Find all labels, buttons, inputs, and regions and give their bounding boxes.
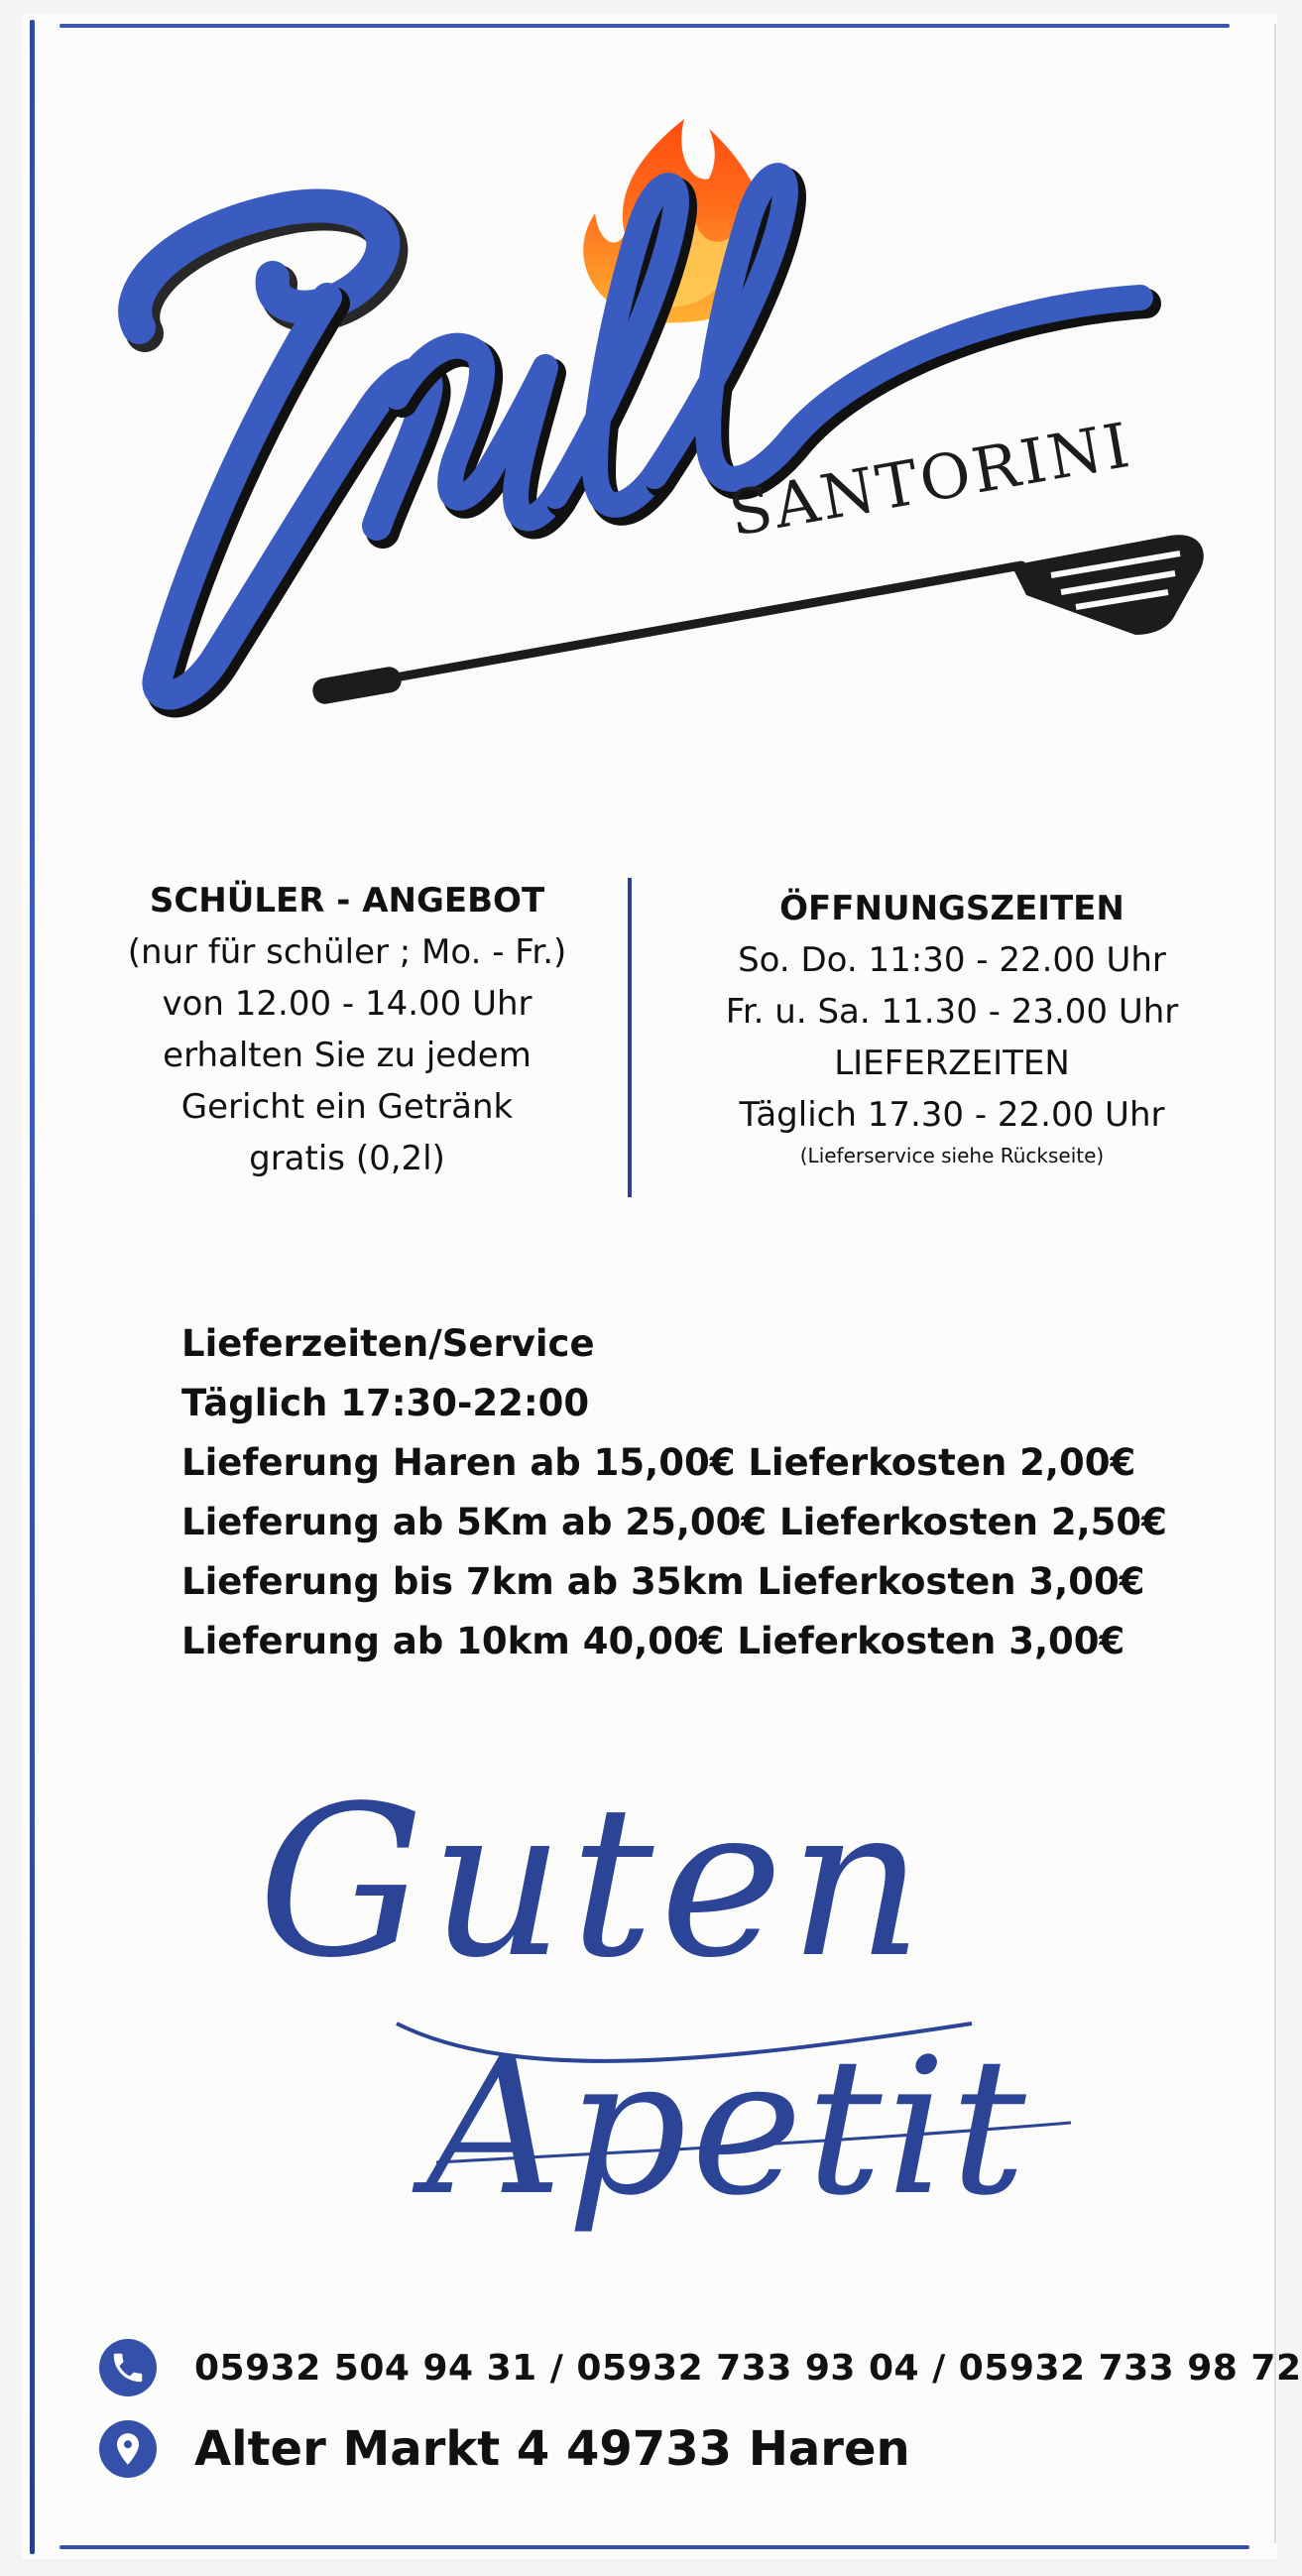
delivery-info-line: Lieferung bis 7km ab 35km Lieferkosten 3,00€ <box>181 1560 1145 1603</box>
student-offer-title: SCHÜLER - ANGEBOT <box>149 881 545 920</box>
opening-hours-line: Fr. u. Sa. 11.30 - 23.00 Uhr <box>725 992 1179 1032</box>
delivery-info-line: Lieferung Haren ab 15,00€ Lieferkosten 2,00€ <box>181 1441 1136 1484</box>
flyer-bottom-edge <box>59 2545 1249 2549</box>
delivery-info-line: Lieferung ab 5Km ab 25,00€ Lieferkosten 2,50€ <box>181 1501 1167 1543</box>
opening-hours-line: So. Do. 11:30 - 22.00 Uhr <box>738 940 1166 980</box>
flyer-left-edge <box>30 20 35 2554</box>
column-divider <box>628 878 632 1197</box>
delivery-times-line: Täglich 17.30 - 22.00 Uhr <box>739 1095 1165 1135</box>
opening-hours-block <box>694 883 1210 1170</box>
spatula-icon <box>310 535 1203 705</box>
flyer-top-edge <box>59 24 1230 28</box>
guten-apetit-script <box>218 1726 1111 2281</box>
grill-santorini-logo <box>99 99 1210 754</box>
santorini-wordmark: SANTORINI <box>723 408 1137 551</box>
greeting-line-2: Apetit <box>426 2018 1030 2237</box>
delivery-times-title: LIEFERZEITEN <box>834 1043 1070 1083</box>
phone-row <box>99 2339 1302 2396</box>
location-pin-icon <box>99 2420 157 2478</box>
student-offer-line: Gericht ein Getränk <box>180 1087 514 1127</box>
delivery-note: (Lieferservice siehe Rückseite) <box>799 1144 1105 1167</box>
opening-hours-title: ÖFFNUNGSZEITEN <box>779 889 1124 928</box>
student-offer-block <box>94 875 600 1184</box>
phone-icon <box>99 2339 157 2396</box>
delivery-info-line: Täglich 17:30-22:00 <box>181 1382 590 1424</box>
student-offer-line: gratis (0,2l) <box>249 1139 445 1178</box>
phone-numbers[interactable]: 05932 504 94 31 / 05932 733 93 04 / 05932 733 98 72 <box>194 2347 1302 2389</box>
delivery-info-block <box>181 1314 1223 1671</box>
flyer-right-edge <box>1274 24 1276 2543</box>
address-text[interactable]: Alter Markt 4 49733 Haren <box>194 2421 910 2477</box>
student-offer-line: erhalten Sie zu jedem <box>163 1036 532 1075</box>
delivery-info-line: Lieferung ab 10km 40,00€ Lieferkosten 3,00€ <box>181 1620 1125 1662</box>
address-row <box>99 2420 910 2478</box>
delivery-info-line: Lieferzeiten/Service <box>181 1322 595 1365</box>
student-offer-line: (nur für schüler ; Mo. - Fr.) <box>127 932 567 972</box>
greeting-line-1: Guten <box>258 1761 929 2004</box>
student-offer-line: von 12.00 - 14.00 Uhr <box>162 984 533 1024</box>
